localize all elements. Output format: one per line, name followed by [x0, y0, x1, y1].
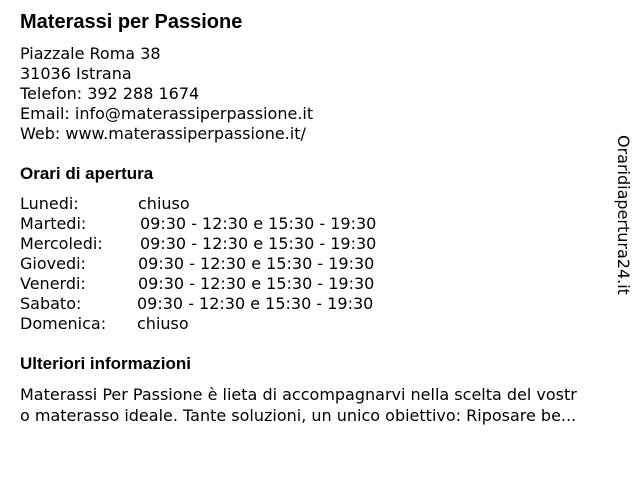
- hours-time: 09:30 - 12:30 e 15:30 - 19:30: [138, 254, 375, 273]
- watermark-text: Oraridiapertura24.it: [614, 135, 633, 295]
- business-description: [20, 384, 630, 426]
- phone-number: Telefon: 392 288 1674: [20, 84, 200, 103]
- website-address: Web: www.materassiperpassione.it/: [20, 124, 306, 143]
- address-city: 31036 Istrana: [20, 64, 132, 83]
- hours-day: Martedi:: [20, 214, 87, 233]
- description-line: Materassi Per Passione è lieta di accompagnarvi nella scelta del vostr: [20, 385, 577, 404]
- hours-time: 09:30 - 12:30 e 15:30 - 19:30: [140, 214, 377, 233]
- hours-day: Sabato:: [20, 294, 82, 313]
- description-line: o materasso ideale. Tante soluzioni, un unico obiettivo: Riposare be...: [20, 406, 577, 425]
- hours-time: 09:30 - 12:30 e 15:30 - 19:30: [138, 274, 375, 293]
- hours-time: 09:30 - 12:30 e 15:30 - 19:30: [137, 294, 374, 313]
- hours-day: Lunedi:: [20, 194, 79, 213]
- hours-time: 09:30 - 12:30 e 15:30 - 19:30: [140, 234, 377, 253]
- site-watermark: [612, 135, 634, 313]
- hours-day: Venerdi:: [20, 274, 86, 293]
- hours-time: chiuso: [138, 194, 190, 213]
- hours-day: Domenica:: [20, 314, 107, 333]
- more-info-heading: Ulteriori informazioni: [20, 354, 191, 373]
- email-address: Email: info@materassiperpassione.it: [20, 104, 314, 123]
- hours-day: Mercoledi:: [20, 234, 103, 253]
- hours-day: Giovedi:: [20, 254, 86, 273]
- opening-hours-heading: Orari di apertura: [20, 164, 154, 183]
- address-street: Piazzale Roma 38: [20, 44, 161, 63]
- contact-block: [20, 44, 313, 144]
- hours-time: chiuso: [137, 314, 189, 333]
- business-name: Materassi per Passione: [20, 11, 243, 33]
